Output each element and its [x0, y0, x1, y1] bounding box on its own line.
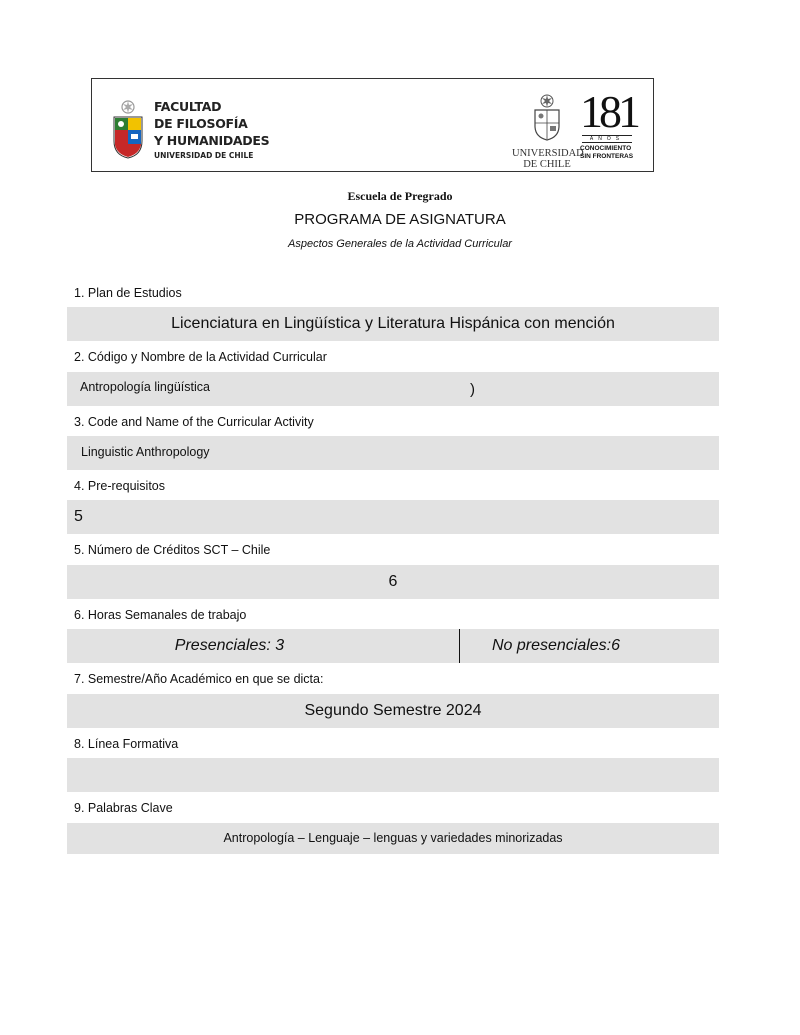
horas-field [67, 629, 719, 663]
prereq-value: 5 [74, 508, 83, 525]
prereq-label: 4. Pre-requisitos [74, 479, 166, 493]
codigo-suffix: ) [470, 381, 475, 398]
faculty-name: FACULTAD DE FILOSOFÍA Y HUMANIDADES UNIVERSIDAD DE CHILE [154, 99, 270, 160]
semestre-value: Segundo Semestre 2024 [304, 702, 482, 719]
anniversary-logo [580, 86, 650, 161]
palabras-field [67, 823, 719, 854]
creditos-value: 6 [388, 573, 398, 590]
header-logos [91, 78, 654, 172]
page-subtitle: Aspectos Generales de la Actividad Curricular [288, 238, 512, 250]
anniversary-years: AÑOS [582, 135, 632, 143]
plan-field [67, 307, 719, 341]
faculty-crest-icon [112, 99, 144, 159]
creditos-label: 5. Número de Créditos SCT – Chile [74, 543, 271, 557]
codigo-field [67, 372, 719, 406]
plan-value: Licenciatura en Lingüística y Literatura Hispánica con mención [171, 315, 615, 332]
code-value: Linguistic Anthropology [81, 445, 210, 459]
horas-no-presenciales: No presenciales:6 [491, 637, 621, 654]
palabras-label: 9. Palabras Clave [74, 801, 173, 815]
semestre-label: 7. Semestre/Año Académico en que se dicta: [74, 672, 324, 686]
page-title: PROGRAMA DE ASIGNATURA [294, 211, 506, 228]
codigo-label: 2. Código y Nombre de la Actividad Curricular [74, 350, 327, 364]
plan-label: 1. Plan de Estudios [74, 286, 182, 300]
prereq-field [67, 500, 719, 534]
code-label: 3. Code and Name of the Curricular Activity [74, 415, 314, 429]
university-seal-icon [530, 93, 564, 141]
anniversary-number: 181 [580, 86, 637, 137]
anniversary-tagline: CONOCIMIENTO SIN FRONTERAS [580, 145, 634, 160]
university-logo: UNIVERSIDAD DE CHILE [512, 93, 582, 170]
creditos-field [67, 565, 719, 599]
horas-presenciales: Presenciales: 3 [174, 637, 285, 654]
horas-label: 6. Horas Semanales de trabajo [74, 608, 247, 622]
palabras-value: Antropología – Lenguaje – lenguas y variedades minorizadas [223, 831, 563, 845]
linea-label: 8. Línea Formativa [74, 737, 179, 751]
school-name: Escuela de Pregrado [347, 189, 453, 203]
codigo-value: Antropología lingüística [80, 380, 210, 394]
semestre-field [67, 694, 719, 728]
linea-field [67, 758, 719, 792]
code-field [67, 436, 719, 470]
